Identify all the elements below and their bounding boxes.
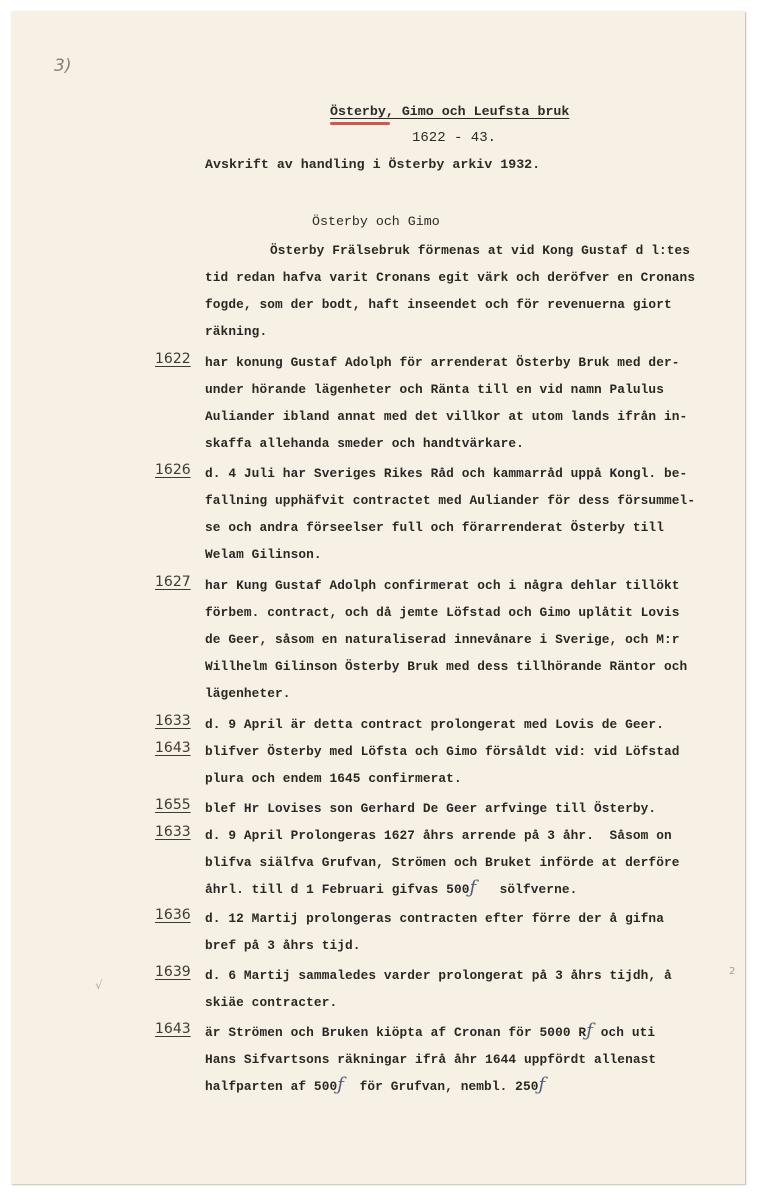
entry-line-part: åhrl. till d 1 Februari gifvas 500 (205, 882, 470, 897)
entry-line-part: sölfverne. (499, 882, 578, 897)
document-page (12, 12, 746, 1185)
pencil-mark-two: 2 (729, 966, 736, 977)
paragraph-line: tid redan hafva varit Cronans egit värk och deröfver en Cronans (205, 270, 696, 285)
entry-line (205, 1020, 656, 1041)
entry-line: lägenheter. (205, 686, 291, 701)
margin-year: 1636 (155, 907, 191, 923)
entry-line: se och andra förseelser full och förarrenderat Österby till (205, 520, 664, 535)
entry-line: skaffa allehanda smeder och handtvärkare. (205, 436, 524, 451)
entry-line-part: halfparten af 500 (205, 1079, 338, 1094)
year-range: 1622 - 43. (412, 130, 497, 146)
entry-line: blifver Österby med Löfsta och Gimo försåldt vid: vid Löfstad (205, 744, 680, 759)
paragraph-line: räkning. (205, 324, 268, 339)
entry-line: skiäe contracter. (205, 995, 338, 1010)
daler-mark-icon: ƒ (538, 1074, 546, 1095)
entry-line: Welam Gilinson. (205, 547, 322, 562)
entry-line: förbem. contract, och då jemte Löfstad och Gimo uplåtit Lovis (205, 605, 680, 620)
entry-line: blef Hr Lovises son Gerhard De Geer arfvinge till Österby. (205, 801, 657, 816)
subheading: Österby och Gimo (312, 214, 440, 229)
entry-line: bref på 3 åhrs tijd. (205, 938, 361, 953)
paragraph-line: fogde, som der bodt, haft inseendet och för revenuerna giort (205, 297, 672, 312)
entry-line: Hans Sifvartsons räkningar ifrå åhr 1644 uppfördt allenast (205, 1052, 657, 1067)
margin-year: 1655 (155, 797, 191, 813)
entry-line-part: och uti (600, 1025, 656, 1040)
entry-line: under hörande lägenheter och Ränta till en vid namn Palulus (205, 382, 664, 397)
margin-year: 1643 (155, 740, 191, 756)
entry-line: Auliander ibland annat med det villkor at utom lands ifrån in- (205, 409, 688, 424)
entry-line: d. 4 Juli har Sveriges Rikes Råd och kammarråd uppå Kongl. be- (205, 466, 688, 481)
entry-line: d. 9 April är detta contract prolongerat med Lovis de Geer. (205, 717, 664, 732)
margin-year: 1639 (155, 964, 191, 980)
entry-line: d. 9 April Prolongeras 1627 åhrs arrende på 3 åhr. Såsom on (205, 828, 672, 843)
entry-line: d. 12 Martij prolongeras contracten efter förre der å gifna (205, 911, 664, 926)
intro-line: Avskrift av handling i Österby arkiv 1932. (205, 157, 541, 172)
entry-line: plura och endem 1645 confirmerat. (205, 771, 462, 786)
document-title: Österby, Gimo och Leufsta bruk (330, 104, 570, 119)
paragraph-line: Österby Frälsebruk förmenas at vid Kong Gustaf d l:tes (270, 243, 691, 258)
entry-line: har konung Gustaf Adolph för arrenderat Österby Bruk med der- (205, 355, 680, 370)
entry-line: de Geer, såsom en naturaliserad innevånare i Sverige, och M:r (205, 632, 680, 647)
margin-year: 1633 (155, 824, 191, 840)
red-pencil-underline (330, 122, 390, 125)
entry-line-part: är Strömen och Bruken kiöpta af Cronan för 5000 R (205, 1025, 587, 1040)
entry-line: d. 6 Martij sammaledes varder prolongerat på 3 åhrs tijdh, å (205, 968, 672, 983)
daler-mark-icon: ƒ (586, 1020, 593, 1041)
pencil-check-mark: √ (95, 978, 103, 992)
daler-mark-icon: ƒ (469, 877, 477, 898)
entry-line: Willhelm Gilinson Österby Bruk med dess tillhörande Räntor och (205, 659, 688, 674)
margin-year: 1627 (155, 574, 191, 590)
daler-mark-icon: ƒ (337, 1074, 345, 1095)
entry-line-part: för Grufvan, nembl. 250 (359, 1079, 539, 1094)
margin-year: 1633 (155, 713, 191, 729)
page-number-note: 3) (54, 56, 72, 76)
margin-year: 1626 (155, 462, 191, 478)
entry-line (205, 1074, 546, 1095)
margin-year: 1643 (155, 1021, 191, 1037)
entry-line: fallning upphäfvit contractet med Auliander för dess försummel- (205, 493, 696, 508)
entry-line: blifva siälfva Grufvan, Strömen och Bruket införde at derföre (205, 855, 680, 870)
entry-line: har Kung Gustaf Adolph confirmerat och i några dehlar tillökt (205, 578, 680, 593)
entry-line (205, 877, 578, 898)
margin-year: 1622 (155, 351, 191, 367)
